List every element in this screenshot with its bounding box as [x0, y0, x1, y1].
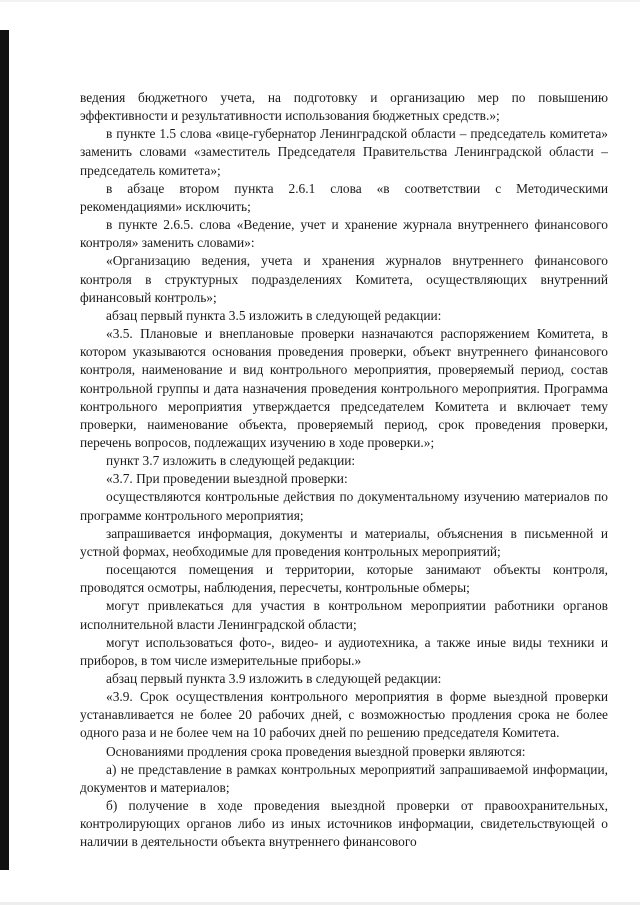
list-item: посещаются помещения и территории, которые занимают объекты контроля, проводятся осмотры, наблюдения, пересчеты, контрольные обмеры; [80, 562, 608, 596]
paragraph-2-6-1-amendment: в абзаце втором пункта 2.6.1 слова «в соответствии с Методическими рекомендациями» исключить; [80, 180, 608, 214]
paragraph-3-5-new-text: «3.5. Плановые и внеплановые проверки назначаются распоряжением Комитета, в котором указываются основания проведения проверки, объект внутреннего финансового контроля, наименование и вид контрольного мероприятия, проверяемый период, состав контрольной группы и дата назначения проведения контрольного мероприятия. Программа контрольного мероприятия утверждается председателем Комитета и включает тему проверки, наименование объекта, проверяемый период, срок проведения проверки, перечень вопросов, подлежащих изучению в ходе проверки.»; [80, 326, 608, 450]
list-item: запрашивается информация, документы и материалы, объяснения в письменной и устной формах, необходимые для проведения контрольных мероприятий; [80, 525, 608, 559]
paragraph-2-6-5-new-text: «Организацию ведения, учета и хранения журналов внутреннего финансового контроля в структурных подразделениях Комитета, осуществляющих внутренний финансовый контроль»; [80, 253, 608, 305]
paragraph-2-6-5-amendment: в пункте 2.6.5. слова «Ведение, учет и хранение журнала внутреннего финансового контроля» заменить словами»: [80, 217, 608, 251]
list-item: могут привлекаться для участия в контрольном мероприятии работники органов исполнительной власти Ленинградской области; [80, 598, 608, 632]
paragraph-1-5-amendment: в пункте 1.5 слова «вице-губернатор Ленинградской области – председатель комитета» заменить словами «заместитель Председателя Правительства Ленинградской области – председатель комитета»; [80, 126, 608, 178]
scan-left-border [0, 30, 9, 870]
paragraph-3-9-new-text: «3.9. Срок осуществления контрольного мероприятия в форме выездной проверки устанавливается не более 20 рабочих дней, с возможностью продления срока не более одного раза и не более чем на 10 рабочих дней по решению председателя Комитета. [80, 689, 608, 741]
document-page [80, 89, 608, 852]
list-item: могут использоваться фото-, видео- и аудиотехника, а также иные виды техники и приборов, в том числе измерительные приборы.» [80, 634, 608, 668]
paragraph-3-5-intro: абзац первый пункта 3.5 изложить в следующей редакции: [106, 307, 442, 323]
paragraph-3-9-intro: абзац первый пункта 3.9 изложить в следующей редакции: [106, 671, 442, 686]
list-item: а) не представление в рамках контрольных мероприятий запрашиваемой информации, документов и материалов; [80, 761, 608, 795]
paragraph-3-7-heading: «3.7. При проведении выездной проверки: [106, 471, 348, 487]
list-item: б) получение в ходе проведения выездной проверки от правоохранительных, контролирующих органов либо из иных источников информации, свидетельствующей о наличии в деятельности объекта внутреннего финансового [80, 798, 608, 850]
paragraph-continuation: ведения бюджетного учета, на подготовку и организацию мер по повышению эффективности и результативности использования бюджетных средств.»; [80, 90, 608, 124]
list-item: осуществляются контрольные действия по документальному изучению материалов по программе контрольного мероприятия; [80, 489, 608, 523]
paragraph-extension-grounds: Основаниями продления срока проведения выездной проверки являются: [106, 743, 526, 759]
scan-top-edge [0, 0, 640, 2]
paragraph-3-7-intro: пункт 3.7 изложить в следующей редакции: [106, 453, 356, 469]
